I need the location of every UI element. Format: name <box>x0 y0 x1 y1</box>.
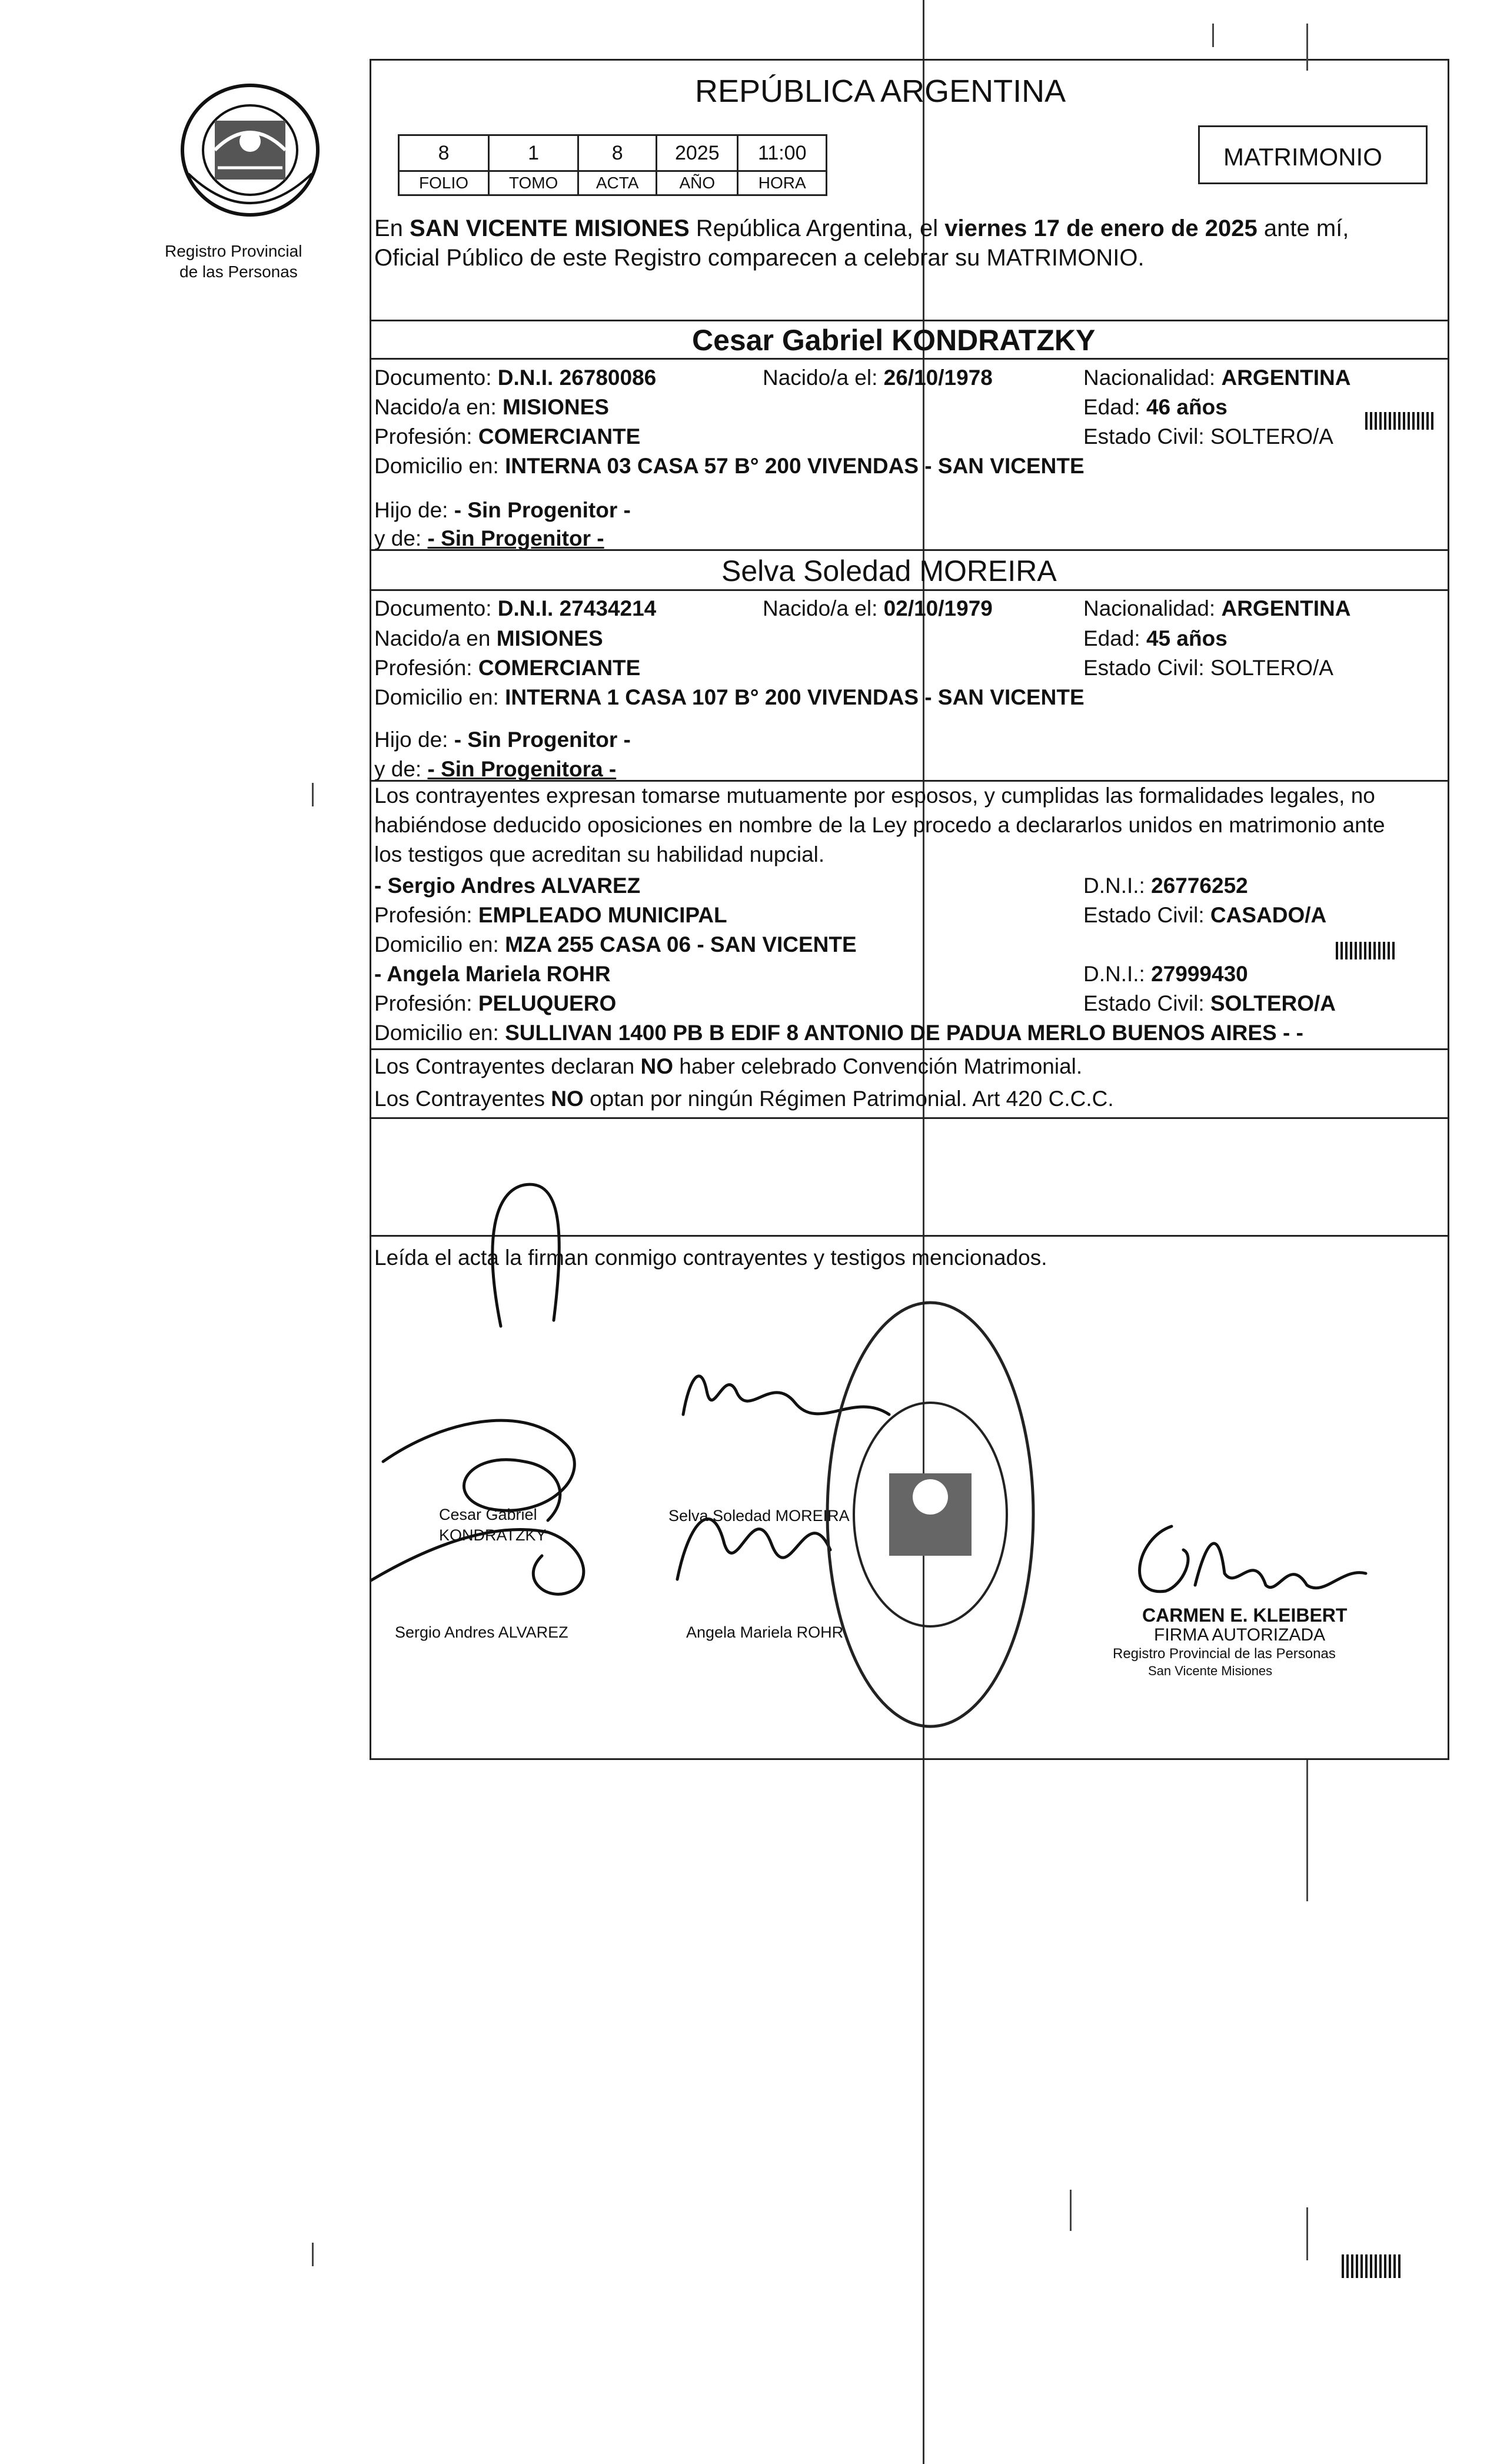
tomo-value: 1 <box>489 135 578 171</box>
registry-table <box>398 134 827 196</box>
witness2-profession: Profesión: PELUQUERO <box>374 991 617 1015</box>
spouse1-profession: Profesión: COMERCIANTE <box>374 424 641 449</box>
doc-type-label: MATRIMONIO <box>1223 143 1382 171</box>
scan-tick-3 <box>1306 1760 1308 1901</box>
declaration-line3: los testigos que acreditan su habilidad nupcial. <box>374 842 825 866</box>
scan-tick-1 <box>1306 24 1308 71</box>
registry-labels-row <box>399 171 827 195</box>
convention-line2: Los Contrayentes NO optan por ningún Régimen Patrimonial. Art 420 C.C.C. <box>374 1087 1114 1111</box>
official-signature <box>1101 1503 1383 1609</box>
witness1-name: - Sergio Andres ALVAREZ <box>374 874 641 898</box>
divider-4 <box>371 589 1448 591</box>
witness1-profession: Profesión: EMPLEADO MUNICIPAL <box>374 903 727 927</box>
folio-label: FOLIO <box>399 171 489 195</box>
divider-2 <box>371 358 1448 360</box>
scan-smudge-3 <box>1365 412 1436 430</box>
witness1-civil-status: Estado Civil: CASADO/A <box>1083 903 1327 927</box>
official-office: Registro Provincial de las Personas <box>1113 1646 1336 1662</box>
sig2-name: Selva Soledad MOREIRA <box>668 1507 850 1525</box>
declaration-line1: Los contrayentes expresan tomarse mutuamente por esposos, y cumplidas las formalidades legales, no <box>374 783 1375 808</box>
spouse1-birthdate: Nacido/a el: 26/10/1978 <box>763 366 993 390</box>
sig4-name: Angela Mariela ROHR <box>686 1623 844 1641</box>
spouse2-address: Domicilio en: INTERNA 1 CASA 107 B° 200 VIVENDAS - SAN VICENTE <box>374 685 1084 709</box>
official-name: CARMEN E. KLEIBERT <box>1142 1605 1348 1626</box>
intro-line2: Oficial Público de este Registro comparecen a celebrar su MATRIMONIO. <box>374 245 1145 271</box>
divider-7 <box>371 1117 1448 1119</box>
scan-tick-5 <box>1070 2190 1072 2231</box>
witness2-name: - Angela Mariela ROHR <box>374 962 611 986</box>
scan-tick-6 <box>312 783 314 806</box>
sig3-name: Sergio Andres ALVAREZ <box>395 1623 568 1641</box>
spouse1-parent1: Hijo de: - Sin Progenitor - <box>374 498 631 522</box>
folio-value: 8 <box>399 135 489 171</box>
spouse2-birthdate: Nacido/a el: 02/10/1979 <box>763 596 993 620</box>
logo-caption-line1: Registro Provincial <box>165 242 302 260</box>
divider-1 <box>371 320 1448 321</box>
divider-6 <box>371 1048 1448 1050</box>
spouse2-age: Edad: 45 años <box>1083 626 1227 650</box>
spouse2-parent2: y de: - Sin Progenitora - <box>374 757 617 781</box>
divider-5 <box>371 780 1448 782</box>
spouse2-parent1: Hijo de: - Sin Progenitor - <box>374 728 631 752</box>
scan-smudge-1 <box>1342 2254 1400 2278</box>
scan-tick-4 <box>1306 2207 1308 2260</box>
witness-loop-signature <box>493 1184 559 1326</box>
intro-line1: En SAN VICENTE MISIONES República Argentina, el viernes 17 de enero de 2025 ante mí, <box>374 215 1349 241</box>
intro-place: SAN VICENTE MISIONES <box>410 215 690 241</box>
logo-caption-line2: de las Personas <box>179 263 298 281</box>
spouse1-parent2: y de: - Sin Progenitor - <box>374 526 604 550</box>
registry-logo <box>171 79 330 233</box>
closing-text: Leída el acta la firman conmigo contrayentes y testigos mencionados. <box>374 1246 1047 1270</box>
witness2-address: Domicilio en: SULLIVAN 1400 PB B EDIF 8 ANTONIO DE PADUA MERLO BUENOS AIRES - - <box>374 1021 1303 1045</box>
doc-type-box <box>1198 125 1428 184</box>
witness1-dni: D.N.I.: 26776252 <box>1083 874 1248 898</box>
scan-smudge-2 <box>1336 942 1395 959</box>
official-location: San Vicente Misiones <box>1148 1663 1273 1678</box>
scan-tick-7 <box>312 2243 314 2266</box>
spouse1-address: Domicilio en: INTERNA 03 CASA 57 B° 200 VIVENDAS - SAN VICENTE <box>374 454 1084 478</box>
marriage-certificate <box>370 59 1449 1760</box>
year-value: 2025 <box>657 135 738 171</box>
witness2-dni: D.N.I.: 27999430 <box>1083 962 1248 986</box>
witness2-civil-status: Estado Civil: SOLTERO/A <box>1083 991 1336 1015</box>
tomo-label: TOMO <box>489 171 578 195</box>
registry-values-row <box>399 135 827 171</box>
official-role: FIRMA AUTORIZADA <box>1154 1625 1326 1645</box>
scan-tick-2 <box>1212 24 1214 47</box>
provincial-seal-icon <box>171 79 330 233</box>
spouse1-age: Edad: 46 años <box>1083 395 1227 419</box>
sig1-name-line1: Cesar Gabriel <box>439 1506 537 1523</box>
spouse1-document: Documento: D.N.I. 26780086 <box>374 366 657 390</box>
spouse2-civil-status: Estado Civil: SOLTERO/A <box>1083 656 1333 680</box>
acta-value: 8 <box>578 135 657 171</box>
spouse1-birthplace: Nacido/a en: MISIONES <box>374 395 609 419</box>
hour-label: HORA <box>738 171 827 195</box>
spouse2-document: Documento: D.N.I. 27434214 <box>374 596 657 620</box>
spouse1-civil-status: Estado Civil: SOLTERO/A <box>1083 424 1333 449</box>
acta-label: ACTA <box>578 171 657 195</box>
declaration-line2: habiéndose deducido oposiciones en nombre de la Ley procedo a declararlos unidos en matrimonio ante <box>374 813 1385 837</box>
hour-value: 11:00 <box>738 135 827 171</box>
spouse2-birthplace: Nacido/a en MISIONES <box>374 626 603 650</box>
document-title: REPÚBLICA ARGENTINA <box>695 74 1066 109</box>
convention-line1: Los Contrayentes declaran NO haber celebrado Convención Matrimonial. <box>374 1054 1083 1078</box>
sig1-name-line2: KONDRATZKY <box>439 1526 547 1544</box>
spouse2-name: Selva Soledad MOREIRA <box>721 554 1057 587</box>
spouse1-nationality: Nacionalidad: ARGENTINA <box>1083 366 1351 390</box>
witness1-address: Domicilio en: MZA 255 CASA 06 - SAN VICENTE <box>374 932 857 957</box>
divider-3 <box>371 549 1448 551</box>
spouse1-name: Cesar Gabriel KONDRATZKY <box>692 324 1096 357</box>
signature-witness2 <box>677 1519 830 1579</box>
intro-date: viernes 17 de enero de 2025 <box>944 215 1258 241</box>
year-label: AÑO <box>657 171 738 195</box>
spouse2-nationality: Nacionalidad: ARGENTINA <box>1083 596 1351 620</box>
spouse2-profession: Profesión: COMERCIANTE <box>374 656 641 680</box>
official-stamp-icon <box>819 1297 1042 1732</box>
